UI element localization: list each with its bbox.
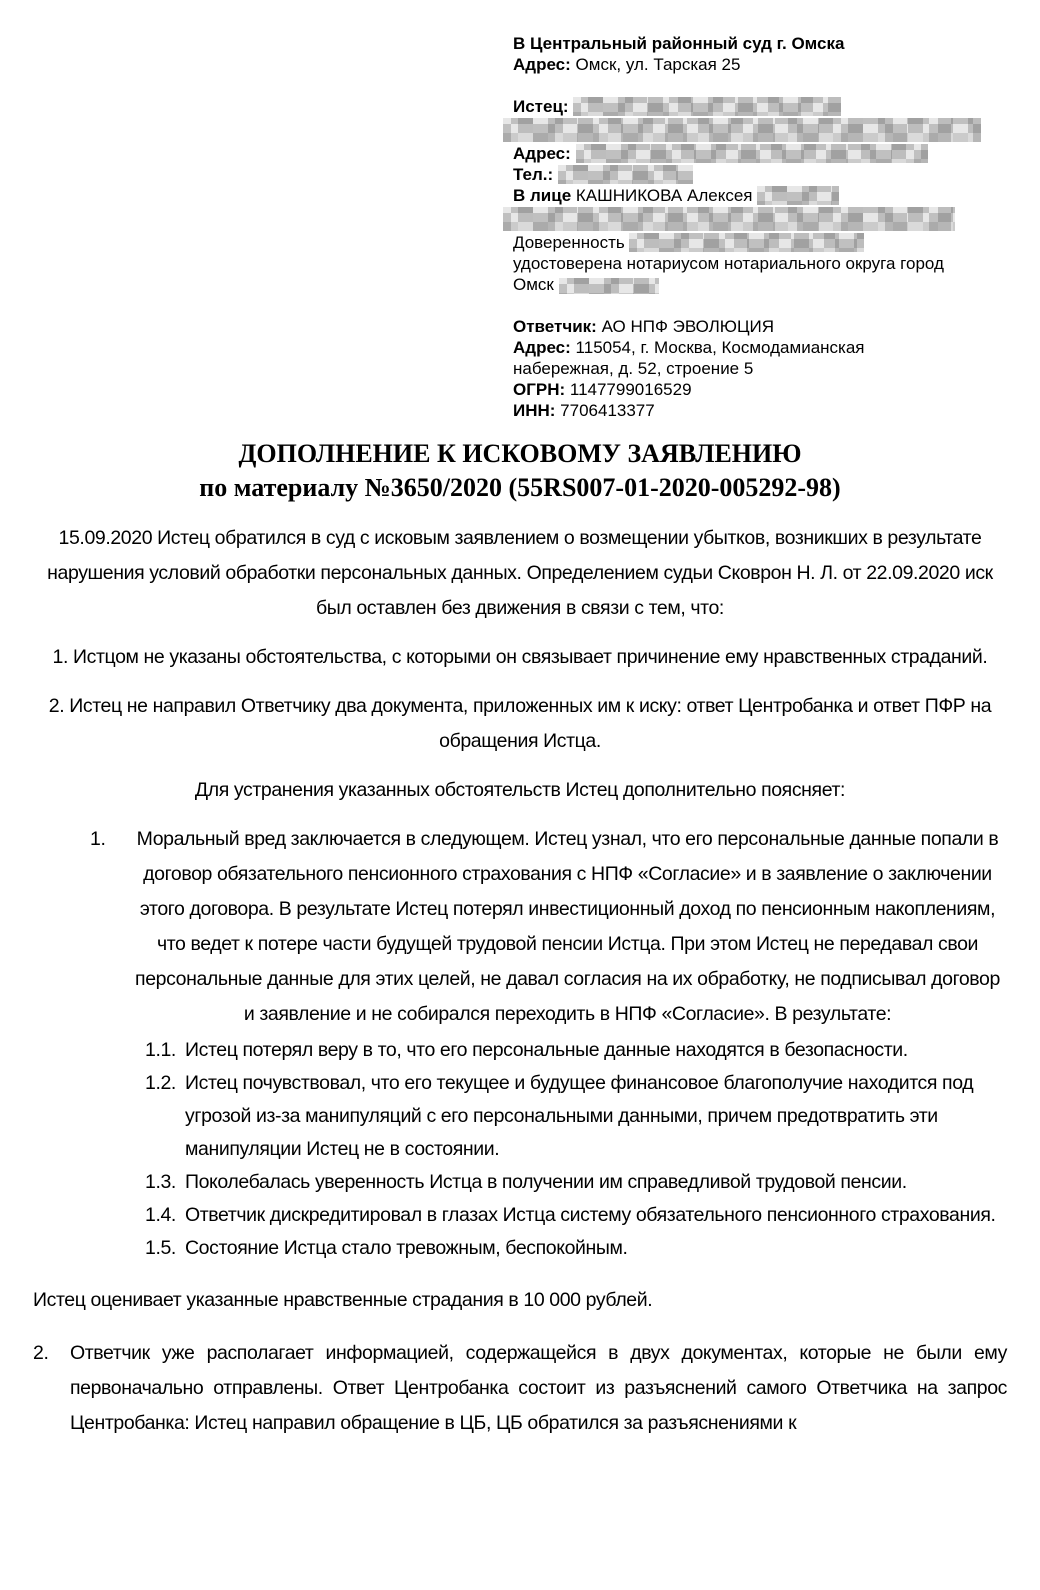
sub-item-number: 1.1. bbox=[145, 1039, 176, 1061]
spacer bbox=[513, 295, 1010, 316]
redaction-plaintiff-name bbox=[573, 97, 841, 116]
clarify-intro-paragraph: Для устранения указанных обстоятельств Истец дополнительно поясняет: bbox=[194, 779, 846, 801]
list-item-2-number: 2. bbox=[33, 1342, 49, 1364]
sub-item-number: 1.4. bbox=[145, 1204, 176, 1226]
court-address-label: Адрес: bbox=[513, 55, 571, 74]
sub-item-text: Истец почувствовал, что его текущее и будущее финансовое благополучие находится под угрозой из-за манипуляций с его персональными данными, причем предотвратить эти манипуляции Истец не в состоянии. bbox=[185, 1072, 974, 1160]
sub-item-number: 1.2. bbox=[145, 1072, 176, 1094]
redaction-plaintiff-phone bbox=[558, 165, 693, 184]
plaintiff-address-line bbox=[513, 143, 1010, 164]
reason-1-paragraph: 1. Истцом не указаны обстоятельства, с которыми он связывает причинение ему нравственных страданий. bbox=[52, 646, 988, 668]
plaintiff-phone-line bbox=[513, 164, 1010, 185]
ogrn-value: 1147799016529 bbox=[569, 380, 692, 399]
title-line-1: ДОПОЛНЕНИЕ К ИСКОВОМУ ЗАЯВЛЕНИЮ bbox=[238, 439, 802, 468]
court-address-line bbox=[513, 54, 1010, 75]
sub-item-number: 1.5. bbox=[145, 1237, 176, 1259]
in-person-label: В лице bbox=[513, 186, 572, 205]
court-name: В Центральный районный суд г. Омска bbox=[513, 34, 845, 53]
redaction-in-person bbox=[757, 186, 839, 205]
in-person-name: КАШНИКОВА Алексея bbox=[575, 186, 753, 205]
sub-item-text: Состояние Истца стало тревожным, беспокойным. bbox=[185, 1237, 628, 1259]
ogrn-label: ОГРН: bbox=[513, 380, 566, 399]
plaintiff-label: Истец: bbox=[513, 97, 569, 116]
sub-item-text: Истец потерял веру в то, что его персональные данные находятся в безопасности. bbox=[185, 1039, 908, 1061]
defendant-label: Ответчик: bbox=[513, 317, 597, 336]
plaintiff-phone-label: Тел.: bbox=[513, 165, 554, 184]
intro-paragraph: 15.09.2020 Истец обратился в суд с исковым заявлением о возмещении убытков, возникших в результате нарушения условий обработки персональных данных. Определением судьи Сковрон Н. Л. от 22.09.2020 иск был оставлен без движения в связи с тем, что: bbox=[47, 527, 993, 619]
list-item-1-text: Моральный вред заключается в следующем. Истец узнал, что его персональные данные попали в договор обязательного пенсионного страхования с НПФ «Согласие» и в заявление о заключении этого договора. В результате Истец потерял инвестиционный доход по пенсионным накоплениям, что ведет к потере части будущей трудовой пенсии Истца. При этом Истец не передавал свои персональные данные для этих целей, не давал согласия на их обработку, не подписывал договор и заявление и не собирался переходить в НПФ «Согласие». В результате: bbox=[135, 828, 1000, 1025]
list-item-1-number: 1. bbox=[90, 828, 106, 850]
redaction-plaintiff-row bbox=[503, 118, 981, 142]
sub-item-number: 1.3. bbox=[145, 1171, 176, 1193]
inn-label: ИНН: bbox=[513, 401, 556, 420]
defendant-address-line2: набережная, д. 52, строение 5 bbox=[513, 359, 754, 378]
defendant-address-value1: 115054, г. Москва, Космодамианская bbox=[575, 338, 865, 357]
redaction-attorney-number bbox=[629, 233, 864, 252]
list-item bbox=[145, 1067, 1007, 1166]
court-address-value: Омск, ул. Тарская 25 bbox=[575, 55, 741, 74]
spacer bbox=[513, 75, 1010, 96]
document-title bbox=[0, 437, 1040, 505]
notary-line: удостоверена нотариусом нотариального округа город bbox=[513, 254, 944, 273]
power-of-attorney-word: Доверенность bbox=[513, 233, 625, 252]
inn-value: 7706413377 bbox=[560, 401, 655, 420]
defendant-name: АО НПФ ЭВОЛЮЦИЯ bbox=[601, 317, 775, 336]
inn-line bbox=[513, 400, 1010, 421]
redaction-notary bbox=[559, 278, 659, 294]
notary-city-line bbox=[513, 274, 1010, 295]
sublist bbox=[33, 1034, 1007, 1265]
title-line-2: по материалу №3650/2020 (55RS007-01-2020-005292-98) bbox=[199, 473, 841, 502]
list-item-1 bbox=[33, 822, 1007, 1032]
header-block bbox=[513, 33, 1010, 421]
document-body bbox=[33, 521, 1007, 1441]
list-item bbox=[145, 1232, 1007, 1265]
defendant-line bbox=[513, 316, 1010, 337]
list-item bbox=[145, 1166, 1007, 1199]
reason-2-paragraph: 2. Истец не направил Ответчику два документа, приложенных им к иску: ответ Центробанка и ответ ПФР на обращения Истца. bbox=[48, 695, 992, 752]
power-of-attorney-line bbox=[513, 232, 1010, 253]
redaction-plaintiff-address bbox=[576, 144, 928, 163]
list-item-2 bbox=[33, 1336, 1007, 1441]
plaintiff-line bbox=[513, 96, 1010, 117]
list-item bbox=[145, 1034, 1007, 1067]
sub-item-text: Поколебалась уверенность Истца в получении им справедливой трудовой пенсии. bbox=[185, 1171, 907, 1193]
defendant-address-label: Адрес: bbox=[513, 338, 571, 357]
damages-assessment-paragraph: Истец оценивает указанные нравственные страдания в 10 000 рублей. bbox=[33, 1289, 653, 1311]
in-person-line bbox=[513, 185, 1010, 206]
list-item-2-text: Ответчик уже располагает информацией, содержащейся в двух документах, которые не были ему первоначально отправлены. Ответ Центробанка состоит из разъяснений самого Ответчика на запрос Центробанка: Истец направил обращение в ЦБ, ЦБ обратился за разъяснениями к bbox=[70, 1342, 1007, 1434]
ogrn-line bbox=[513, 379, 1010, 400]
sub-item-text: Ответчик дискредитировал в глазах Истца систему обязательного пенсионного страхования. bbox=[185, 1204, 996, 1226]
notary-city: Омск bbox=[513, 275, 554, 294]
list-item bbox=[145, 1199, 1007, 1232]
defendant-address-line1 bbox=[513, 337, 1010, 358]
plaintiff-address-label: Адрес: bbox=[513, 144, 571, 163]
redaction-representative-row bbox=[503, 207, 955, 231]
